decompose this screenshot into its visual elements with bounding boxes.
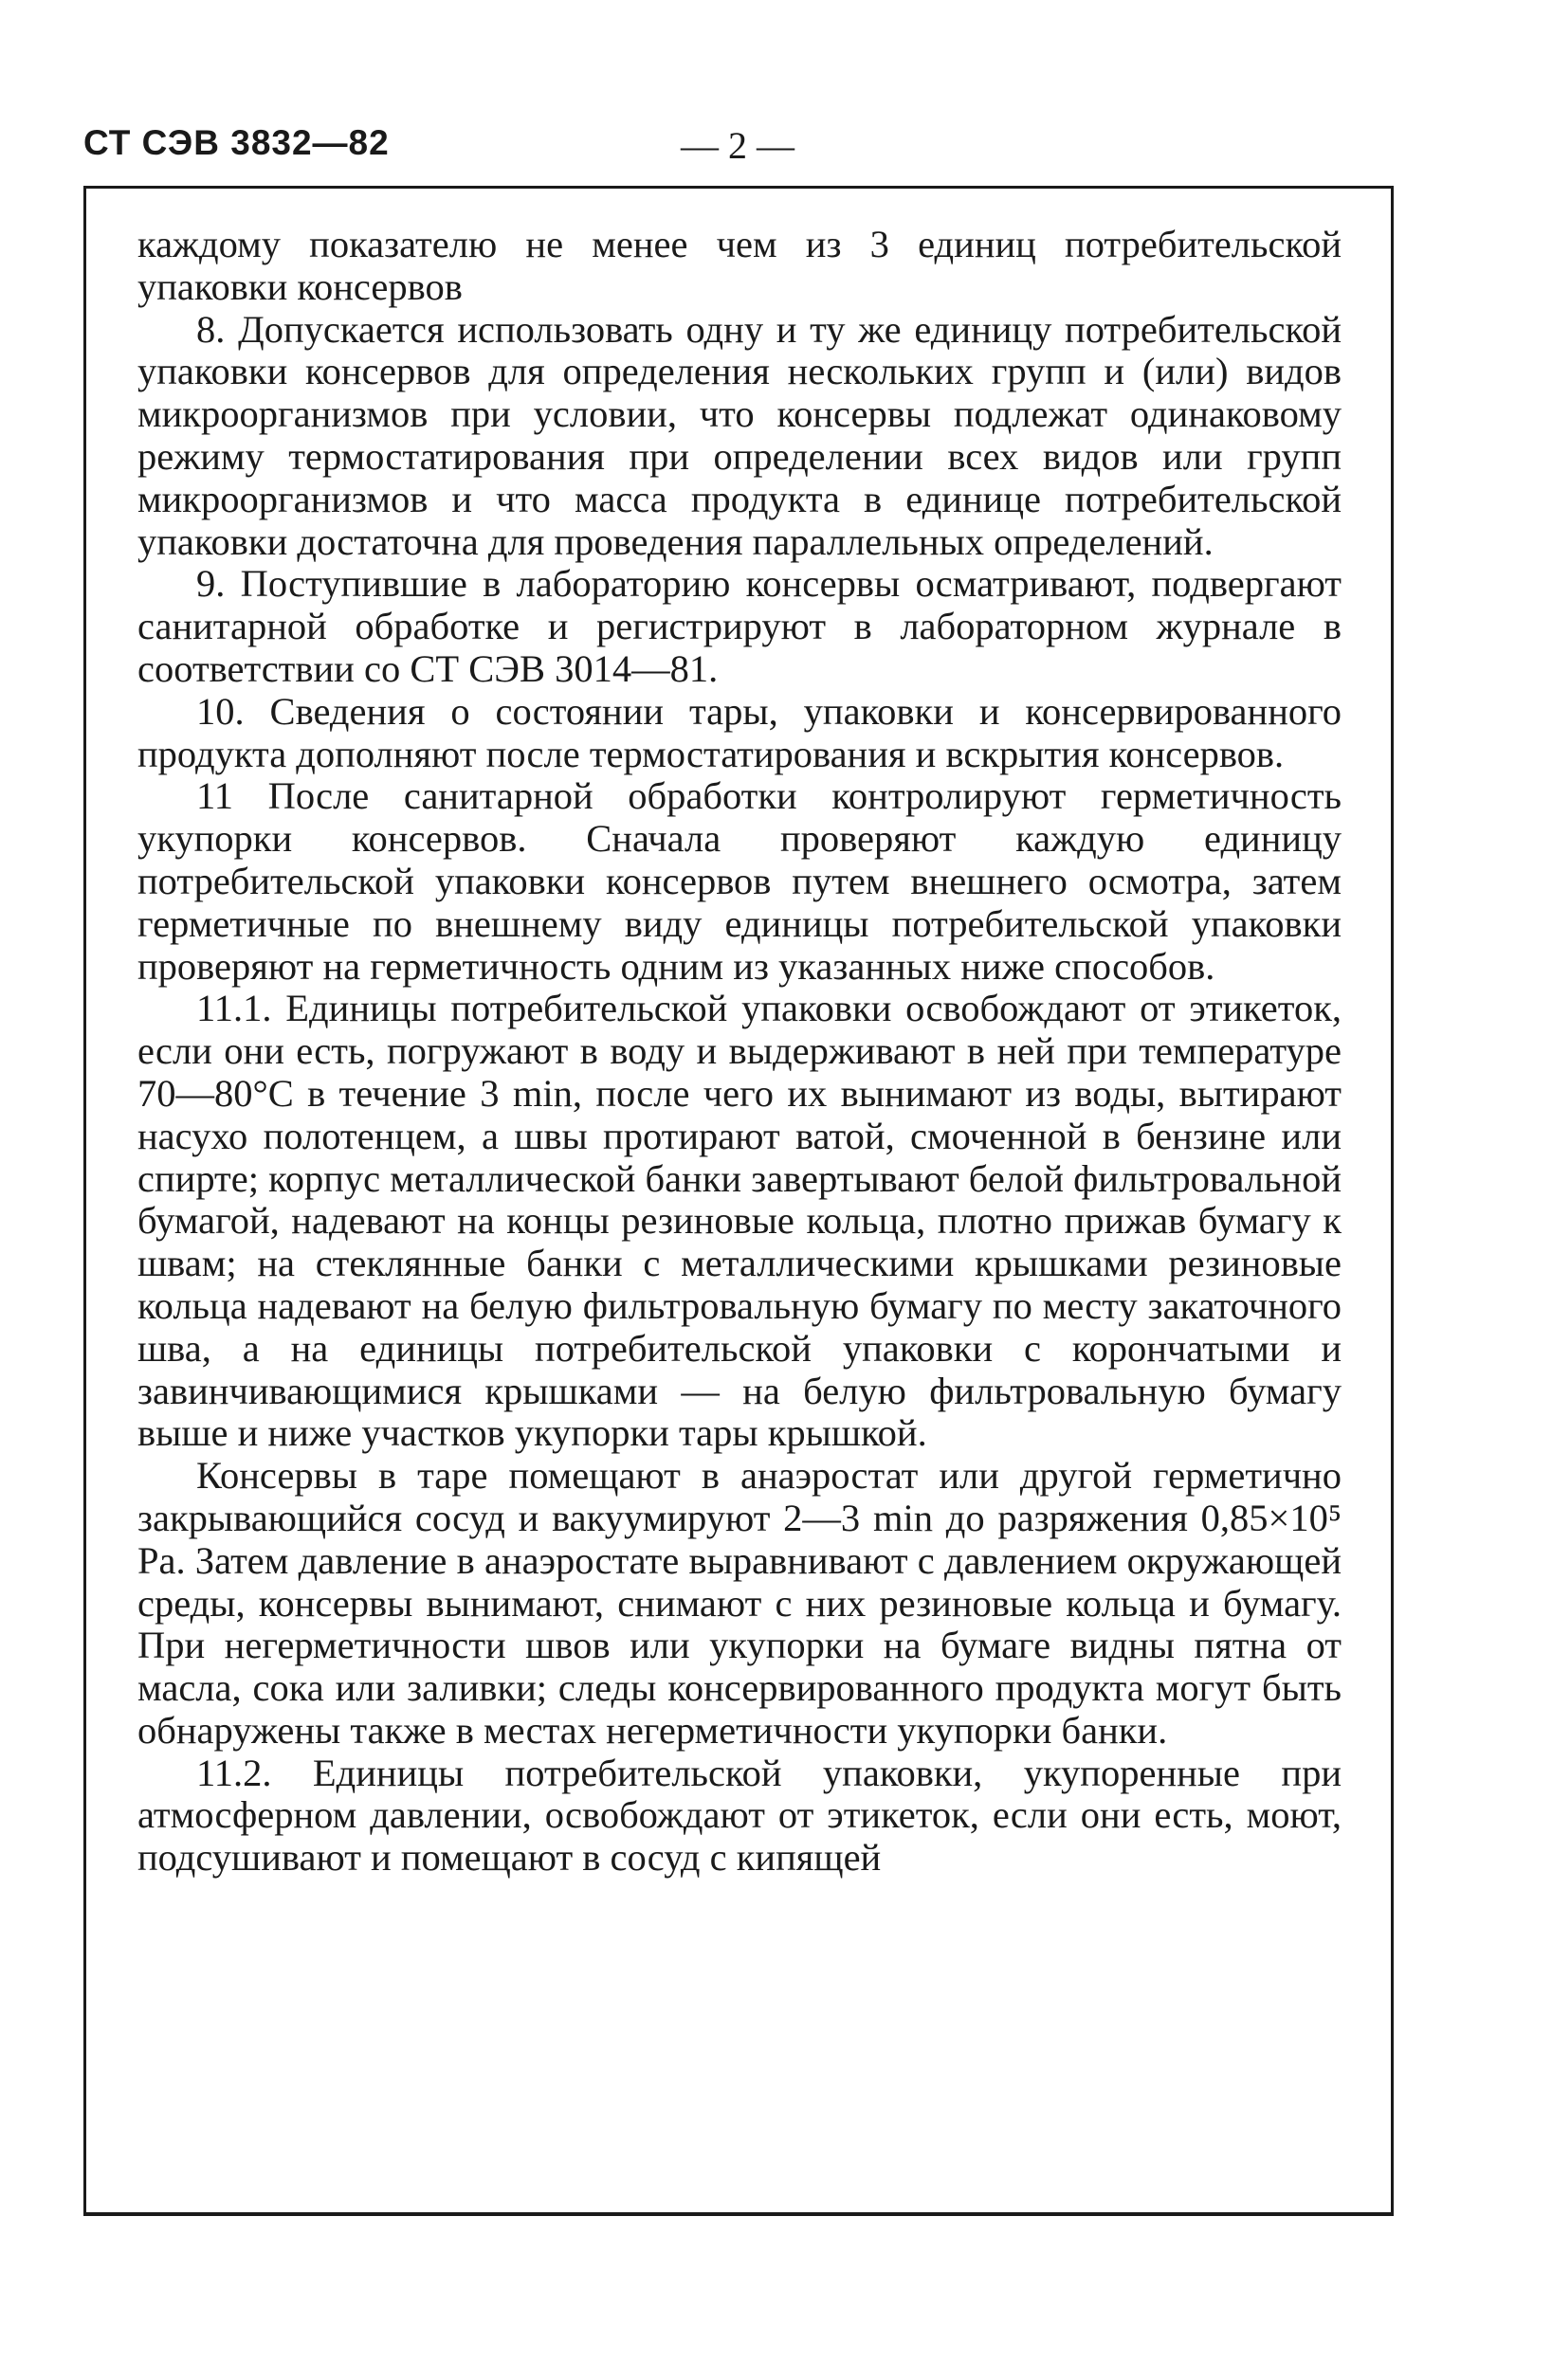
paragraph-8: 8. Допускается использовать одну и ту же единицу потребительской упаковки консервов для определения нескольких групп и (или) видов микроорганизмов при условии, что консервы подлежат одинаковому режиму термостатирования при определении всех видов или групп микроорганизмов и что масса продукта в единице потребительской упаковки достаточна для проведения параллельных определений.: [137, 307, 1342, 563]
paragraph-11-2: 11.2. Единицы потребительской упаковки, укупоренные при атмосферном давлении, освобождают от этикеток, если они есть, моют, подсушивают и помещают в сосуд с кипящей: [137, 1751, 1342, 1880]
frame-left-rule: [83, 186, 86, 2214]
frame-bottom-rule: [83, 2212, 1394, 2216]
paragraph-11-1: 11.1. Единицы потребительской упаковки освобождают от этикеток, если они есть, погружают в воду и выдерживают в ней при температуре 70—80°С в течение 3 min, после чего их вынимают из воды, вытирают насухо полотенцем, а швы протирают ватой, смоченной в бензине или спирте; корпус металлической банки завертывают белой фильтровальной бумагой, надевают на концы резиновые кольца, плотно прижав бумагу к швам; на стеклянные банки с металлическими крышками резиновые кольца надевают на белую фильтровальную бумагу по месту закаточного шва, а на единицы потребительской упаковки с корончатыми и завинчивающимися крышками — на белую фильтровальную бумагу выше и ниже участков укупорки тары крышкой.: [137, 987, 1342, 1455]
document-body: [137, 224, 1342, 1880]
page-number: — 2 —: [681, 124, 794, 167]
paragraph-11-1-cont: Консервы в таре помещают в анаэростат или другой герметично закрывающийся сосуд и вакуумируют 2—3 min до разряжения 0,85×10⁵ Ра. Затем давление в анаэростате выравнивают с давлением окружающей среды, консервы вынимают, снимают с них резиновые кольца и бумагу. При негерметичности швов или укупорки на бумаге видны пятна от масла, сока или заливки; следы консервированного продукта могут быть обнаружены также в местах негерметичности укупорки банки.: [137, 1454, 1342, 1752]
frame-top-rule: [83, 186, 1394, 189]
frame-right-rule: [1391, 186, 1394, 2214]
paragraph-10: 10. Сведения о состоянии тары, упаковки и консервированного продукта дополняют после термостатирования и вскрытия консервов.: [137, 689, 1342, 775]
paragraph-11: 11 После санитарной обработки контролируют герметичность укупорки консервов. Сначала проверяют каждую единицу потребительской упаковки консервов путем внешнего осмотра, затем герметичные по внешнему виду единицы потребительской упаковки проверяют на герметичность одним из указанных ниже способов.: [137, 774, 1342, 988]
page-header: [83, 123, 1392, 171]
document-code: СТ СЭВ 3832—82: [83, 123, 390, 162]
paragraph-continuation: каждому показателю не менее чем из 3 единиц потребительской упаковки консервов: [137, 223, 1342, 308]
paragraph-9: 9. Поступившие в лабораторию консервы осматривают, подвергают санитарной обработке и регистрируют в лабораторном журнале в соответствии со СТ СЭВ 3014—81.: [137, 562, 1342, 690]
